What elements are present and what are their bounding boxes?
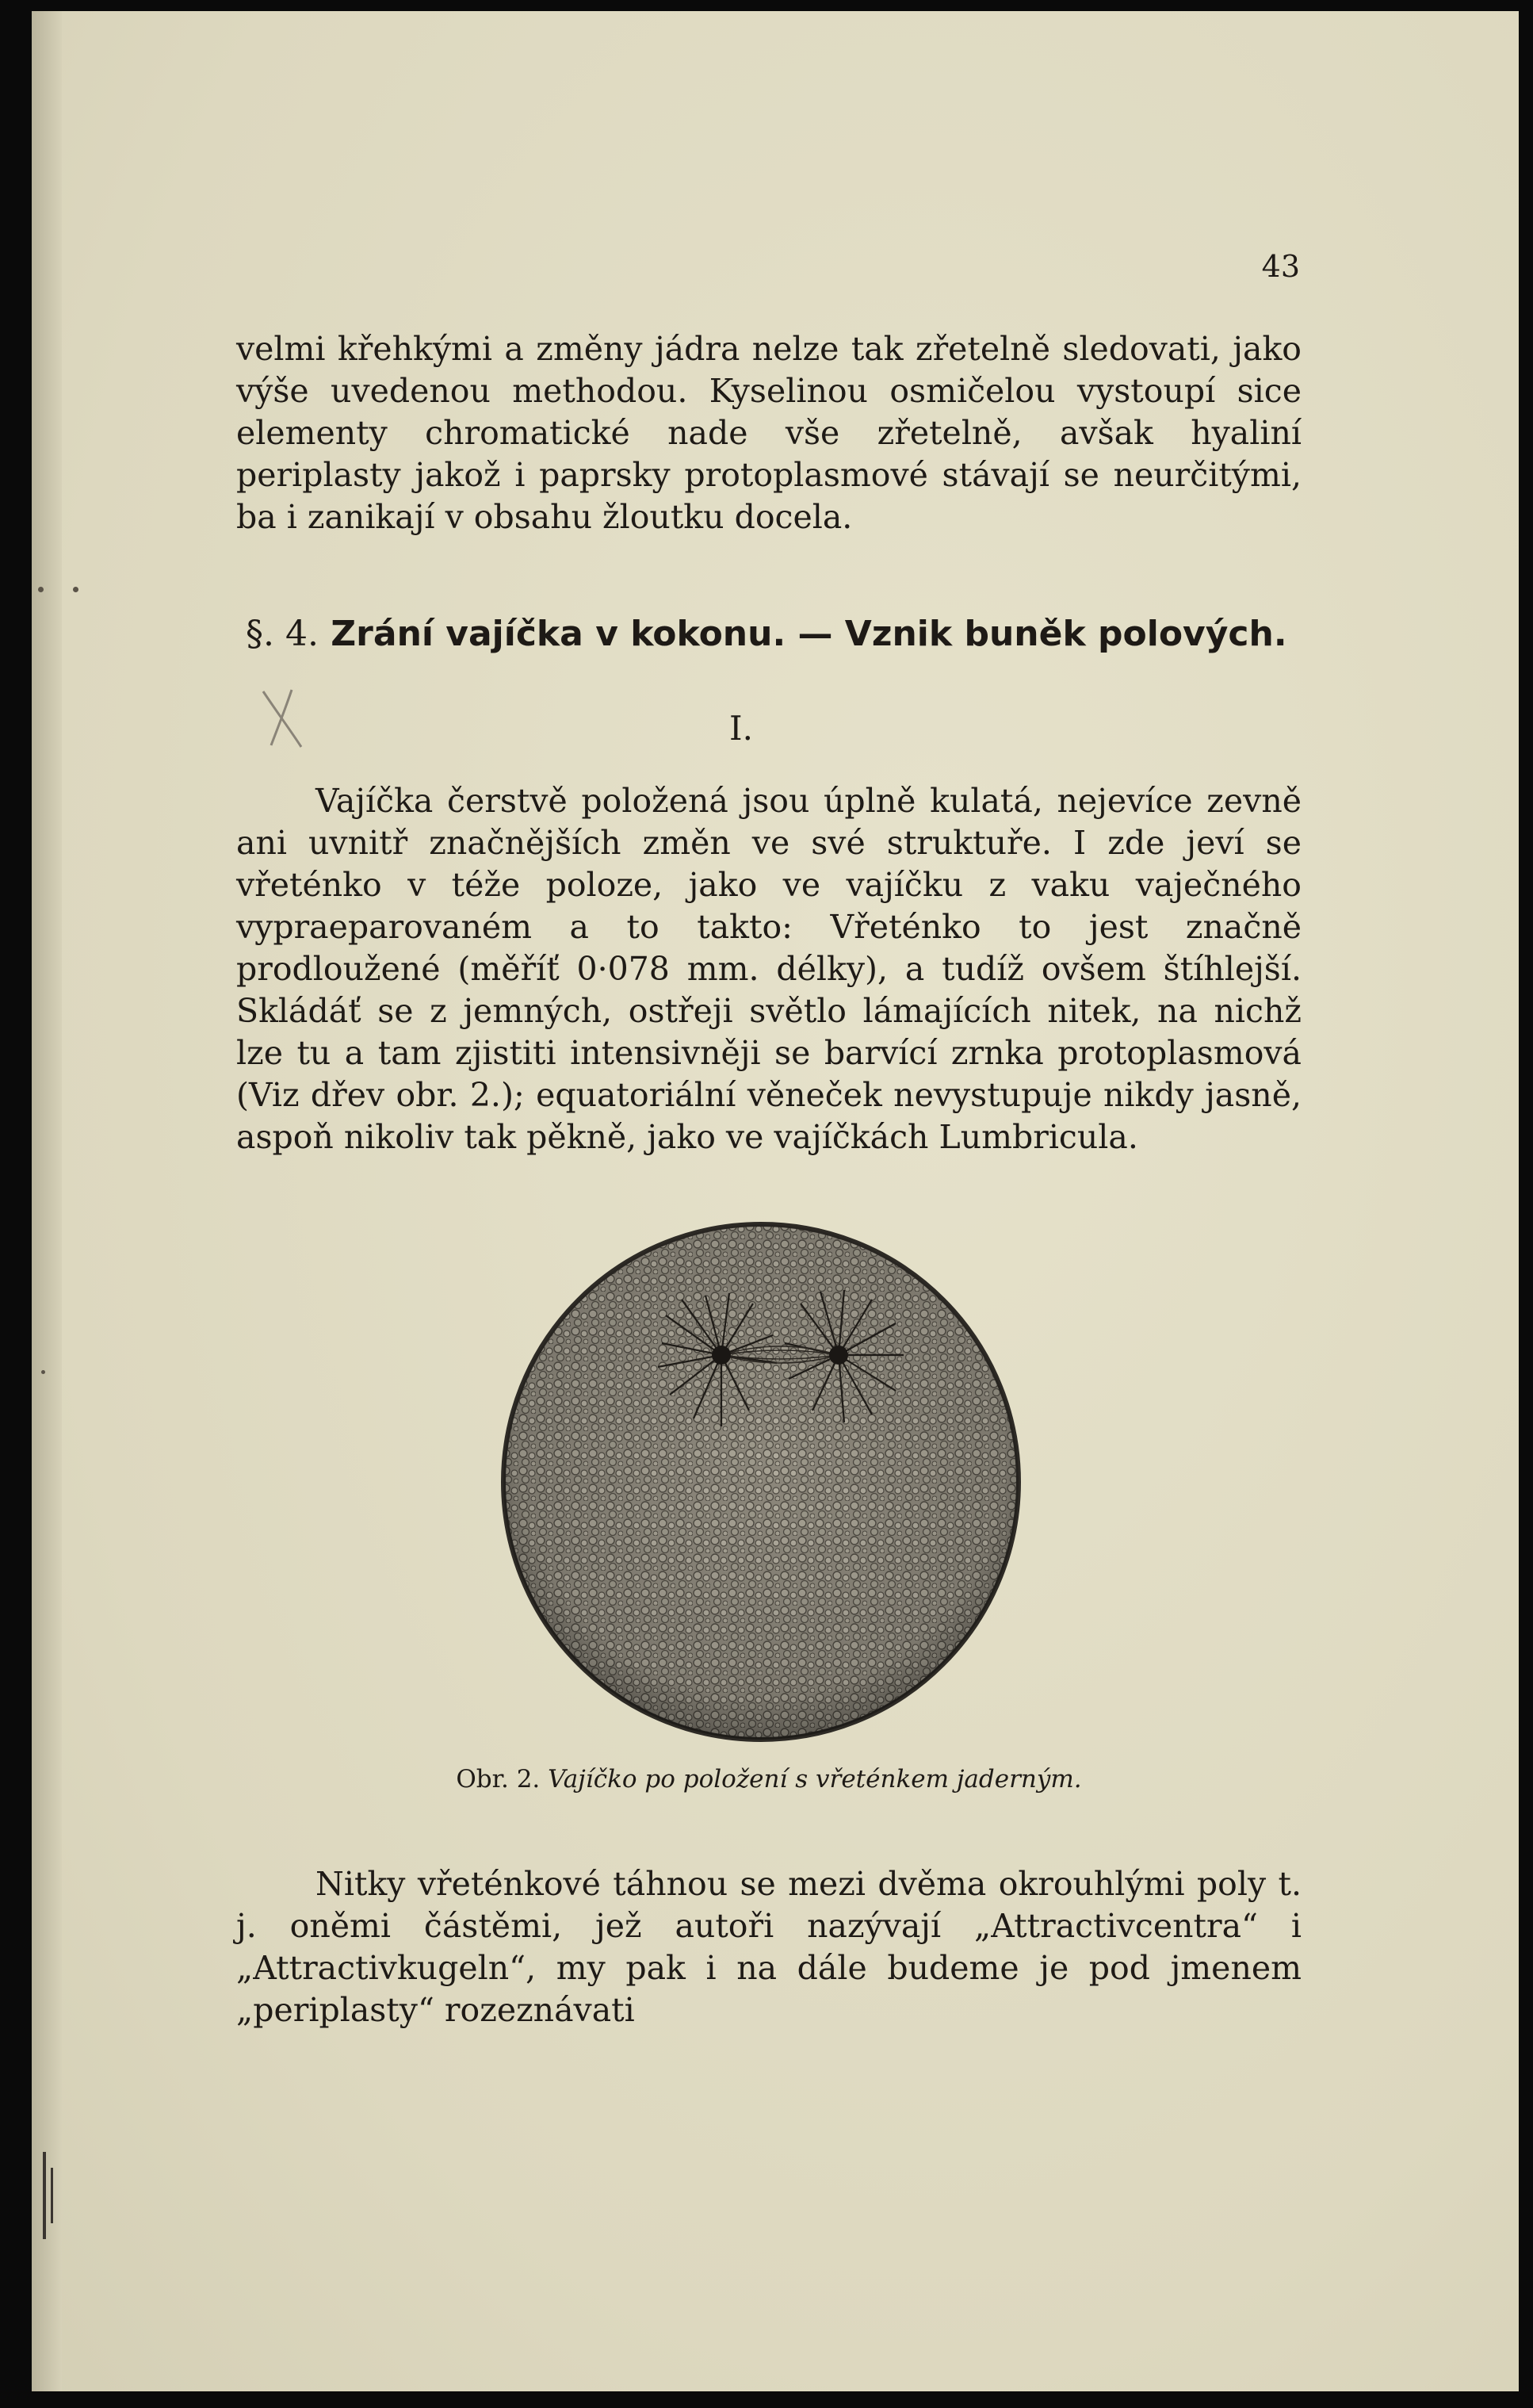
margin-dot — [41, 1370, 45, 1374]
figure-caption — [444, 1765, 1094, 1794]
paragraph-bottom: Nitky vřeténkové táhnou se mezi dvěma okrouhlými poly t. j. oněmi částěmi, jež autoři nazývají „Attractivcentra“ i „Attractivkugeln“, my pak i na dále budeme je pod jmenem „periplasty“ rozeznávati — [236, 1865, 1302, 2029]
subsection-number: I. — [729, 709, 753, 748]
margin-dot — [38, 587, 44, 592]
margin-dot — [73, 587, 78, 592]
periplast-right — [829, 1346, 848, 1365]
egg-cell-figure — [484, 1204, 1038, 1759]
section-heading — [246, 614, 1287, 654]
paragraph-top: velmi křehkými a změny jádra nelze tak zřetelně sledovati, jako výše uvedenou methodou. Kyselinou osmičelou vystoupí sice elementy chromatické nade vše zřetelně, avšak hyaliní periplasty jakož i paprsky protoplasmové stávají se neurčitými, ba i zanikají v obsahu žloutku docela. — [236, 330, 1302, 536]
gutter-mark — [43, 2152, 46, 2239]
figure-label: Obr. 2. — [456, 1765, 541, 1794]
section-number: §. 4. — [246, 614, 319, 654]
gutter-mark — [51, 2168, 53, 2223]
figure-caption-text: Vajíčko po položení s vřeténkem jaderným. — [548, 1765, 1082, 1794]
page-number: 43 — [1261, 249, 1300, 284]
pencil-x-mark-icon — [254, 685, 317, 748]
book-page — [32, 11, 1519, 2391]
paragraph-main: Vajíčka čerstvě položená jsou úplně kulatá, nejevíce zevně ani uvnitř značnějších změn ve své struktuře. I zde jeví se vřeténko v téže poloze, jako ve vajíčku z vaku vaječného vypraeparovaném a to takto: Vřeténko to jest značně prodloužené (měříť 0·078 mm. délky), a tudíž ovšem štíhlejší. Skládáť se z jemných, ostřeji světlo lámajících nitek, na nichž lze tu a tam zjistiti intensivněji se barvící zrnka protoplasmová (Viz dřev obr. 2.); equatoriální věneček nevystupuje nikdy jasně, aspoň nikoliv tak pěkně, jako ve vajíčkách Lumbricula. — [236, 782, 1302, 1156]
periplast-left — [712, 1346, 731, 1365]
page-gutter — [32, 11, 62, 2391]
section-title: Zrání vajíčka v kokonu. — Vznik buněk polových. — [331, 614, 1287, 654]
